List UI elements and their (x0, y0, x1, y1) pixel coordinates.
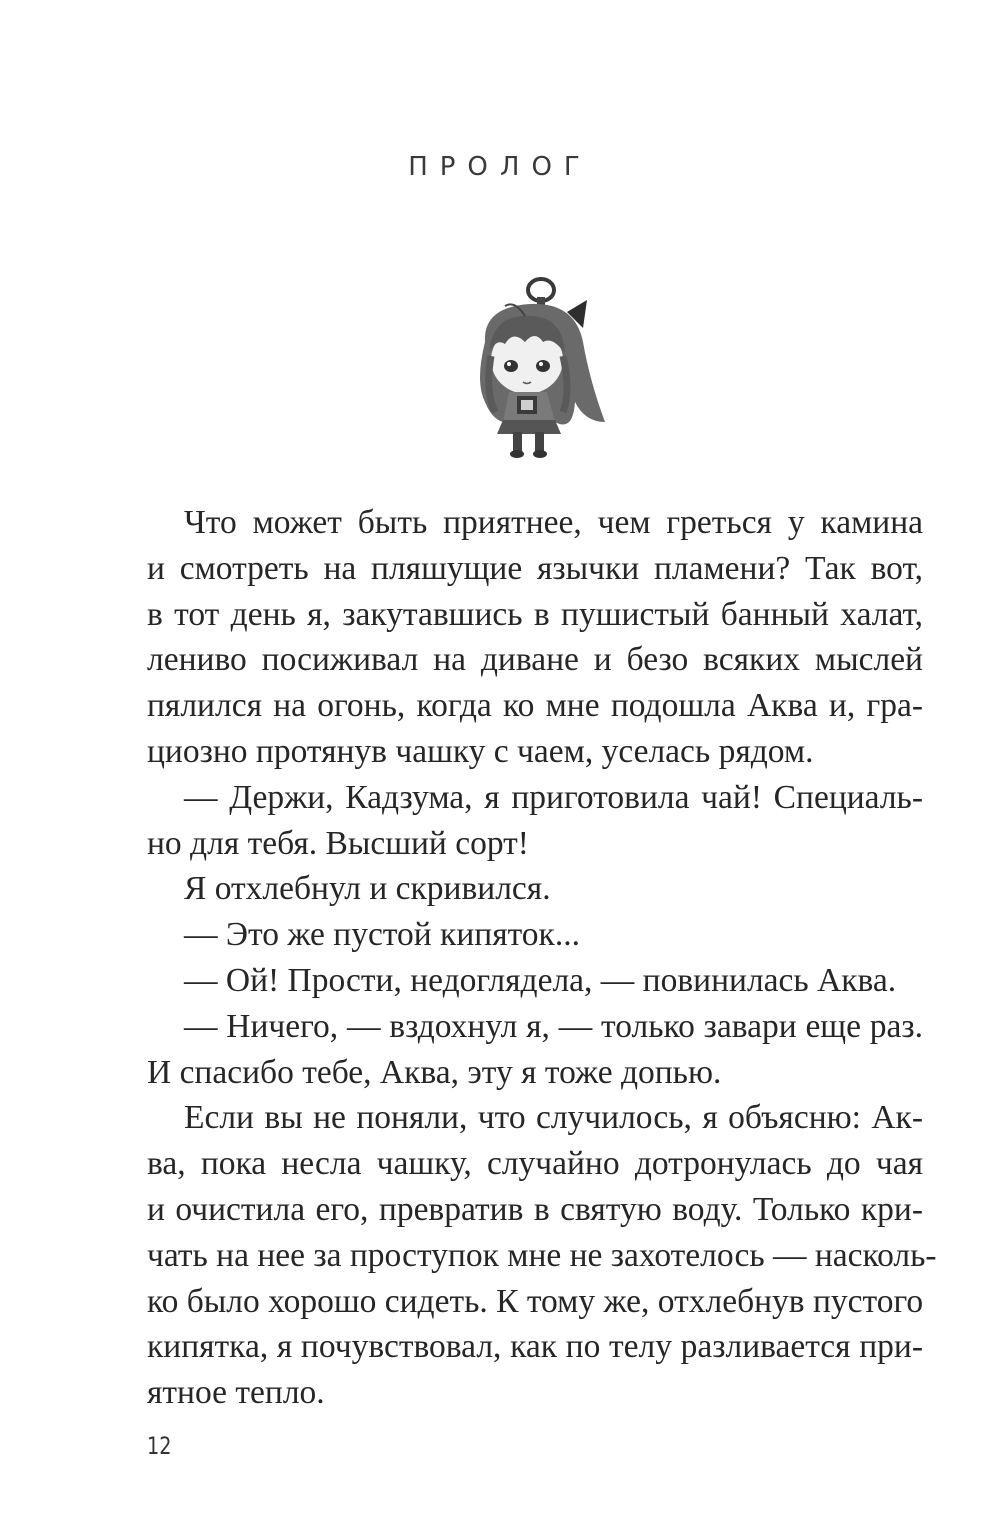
text-line: ко было хорошо сидеть. К тому же, отхлебнув пустого (147, 1282, 924, 1320)
text-line: — Ой! Прости, недоглядела, — повинилась Аква. (184, 961, 897, 999)
text-line: Что может быть приятнее, чем греться у камина (184, 504, 923, 541)
text-line: чать на нее за проступок мне не захотелось — насколь- (147, 1236, 937, 1274)
text-line: лениво посиживал на диване и безо всяких мыслей (147, 641, 923, 679)
text-line: — Это же пустой кипяток... (184, 916, 580, 954)
text-line: ятное тепло. (147, 1374, 325, 1412)
aqua-chibi-illustration (455, 272, 615, 462)
text-line: Если вы не поняли, что случилось, я объясню: Ак- (184, 1099, 923, 1137)
chapter-title: ПРОЛОГ (408, 152, 592, 182)
text-line: — Ничего, — вздохнул я, — только завари еще раз. (184, 1007, 923, 1045)
page-number: 12 (147, 1432, 172, 1460)
text-line: И спасибо тебе, Аква, эту я тоже допью. (147, 1053, 722, 1091)
text-line: но для тебя. Высший сорт! (147, 824, 529, 862)
text-line: пялился на огонь, когда ко мне подошла Аква и, гра- (147, 687, 923, 725)
text-line: и смотреть на пляшущие язычки пламени? Так вот, (147, 549, 923, 587)
text-line: и очистила его, превратив в святую воду. Только кри- (147, 1190, 923, 1228)
text-line: циозно протянув чашку с чаем, уселась рядом. (147, 732, 814, 770)
text-line: — Держи, Кадзума, я приготовила чай! Специаль- (184, 778, 923, 816)
body-text (147, 500, 937, 1416)
text-line: Я отхлебнул и скривился. (184, 870, 551, 908)
text-line: в тот день я, закутавшись в пушистый банный халат, (147, 595, 923, 633)
text-line: ва, пока несла чашку, случайно дотронулась до чая (147, 1145, 923, 1183)
text-line: кипятка, я почувствовал, как по телу разливается при- (147, 1328, 923, 1366)
